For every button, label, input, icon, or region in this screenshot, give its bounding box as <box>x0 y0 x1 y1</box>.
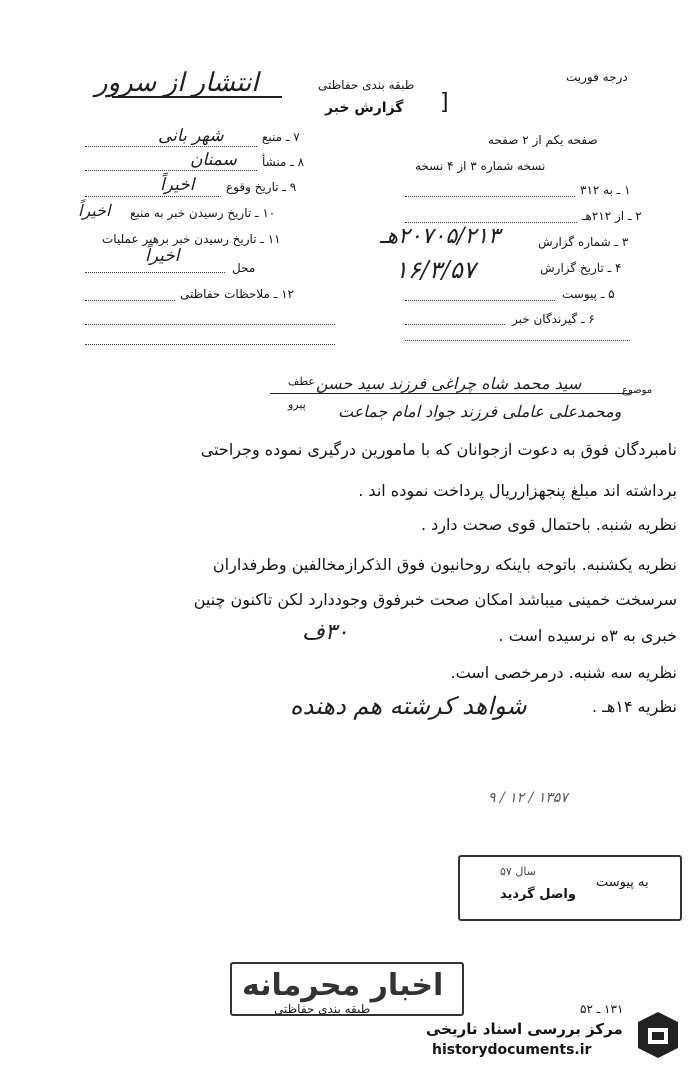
archive-logo-icon <box>632 1008 684 1062</box>
classification-label: طبقه بندی حفاظتی <box>318 78 415 92</box>
subject-label: موضوع <box>622 385 653 396</box>
footer-classification: طبقه بندی حفاظتی <box>274 1002 371 1016</box>
body-p6: خبری به ۳ه نرسیده است . <box>498 626 677 645</box>
row11-value: اخیراً <box>145 246 180 266</box>
subject-line1: سید محمد شاه چراغی فرزند سید حسن <box>316 374 582 393</box>
date-scrawl: ۱۳۵۷ / ۱۲ / ۹ <box>488 790 568 806</box>
body-p4: نظریه یکشنبه. باتوجه باینکه روحانیون فوق الذکرازمخالفین وطرفداران <box>212 555 677 574</box>
row6-line <box>405 324 505 325</box>
peyro-label: پیرو <box>288 398 306 411</box>
row8-value: سمنان <box>190 150 237 170</box>
row4: ۴ ـ تاریخ گزارش <box>540 261 622 275</box>
row4-value: ۱۶/۳/۵۷ <box>395 256 476 284</box>
row8: ۸ ـ منشأ <box>262 155 305 169</box>
subject-rule <box>270 393 630 394</box>
atf-label: عطف <box>288 375 315 388</box>
body-p2: برداشته اند مبلغ پنجهزارریال پرداخت نموده اند . <box>358 481 677 500</box>
stamp-line3: سال ۵۷ <box>500 865 536 878</box>
blank-line2 <box>85 344 335 345</box>
body-p6-sign: ۳۰ف <box>302 620 349 645</box>
blank-line1 <box>85 324 335 325</box>
place-line <box>85 272 225 273</box>
body-p1: نامبردگان فوق به دعوت ازجوانان که با مامورین درگیری نموده وجراحتی <box>200 440 677 459</box>
body-p7: نظریه سه شنبه. درمرخصی است. <box>450 663 677 682</box>
row3-value: ۲۰۷۰۵/۲۱۳هـ <box>380 224 500 249</box>
row12: ۱۲ ـ ملاحظات حفاظتی <box>180 287 294 301</box>
bracket-mark: [ <box>440 90 449 115</box>
body-p8-hand: شواهد کرشته هم دهنده <box>290 692 527 720</box>
row1-line <box>405 196 575 197</box>
row9-value: اخیراً <box>160 175 195 195</box>
footer-number: ۱۳۱ ـ ۵۲ <box>580 1002 624 1016</box>
degree-label: درجه فوریت <box>566 70 628 84</box>
row10-value: اخیراً <box>78 201 111 220</box>
row1: ۱ ـ به ۳۱۲ <box>580 183 631 197</box>
row2: ۲ ـ از ۲۱۲هـ <box>582 209 642 223</box>
row7: ۷ ـ منبع <box>262 130 300 144</box>
row6-line2 <box>405 340 630 341</box>
report-title: گزارش خبر <box>325 100 404 116</box>
row6: ۶ ـ گیرندگان خبر <box>512 312 595 326</box>
place-label: محل <box>232 261 256 275</box>
row10: ۱۰ ـ تاریخ رسیدن خبر به منبع <box>130 206 276 220</box>
row7-line <box>85 146 257 147</box>
stamp-line1: به پیوست <box>596 875 649 890</box>
body-p8: نظریه ۱۴هـ . <box>591 697 677 716</box>
body-p3: نظریه شنبه. باحتمال قوی صحت دارد . <box>420 515 677 534</box>
row7-value: شهر بانی <box>158 126 224 146</box>
row9-line <box>85 196 221 197</box>
row12-line <box>85 300 175 301</box>
stamp-line2: واصل گردید <box>500 887 576 902</box>
row11: ۱۱ ـ تاریخ رسیدن خبر برهبر عملیات <box>102 232 281 246</box>
row5-line <box>405 300 555 301</box>
page-line: صفحه یکم از ۲ صفحه <box>488 133 598 147</box>
body-p5: سرسخت خمینی میباشد امکان صحت خبرفوق وجوددارد لکن تاکنون چنین <box>193 590 677 609</box>
copy-line: نسخه شماره ۳ از ۴ نسخه <box>415 159 546 173</box>
subject-line2: ومحمدعلی عاملی فرزند جواد امام جماعت <box>338 402 622 421</box>
received-stamp <box>458 855 682 921</box>
handwritten-topright: انتشار از سرور <box>95 68 259 98</box>
row2-line <box>405 222 577 223</box>
row8-line <box>85 170 257 171</box>
row5: ۵ ـ پیوست <box>562 287 615 301</box>
site-url: historydocuments.ir <box>432 1042 592 1058</box>
row9: ۹ ـ تاریخ وقوع <box>226 180 297 194</box>
big-stamp-text: اخبار محرمانه <box>242 968 444 1003</box>
row3: ۳ ـ شماره گزارش <box>538 235 629 249</box>
center-name: مرکز بررسی اسناد تاریخی <box>426 1020 623 1038</box>
